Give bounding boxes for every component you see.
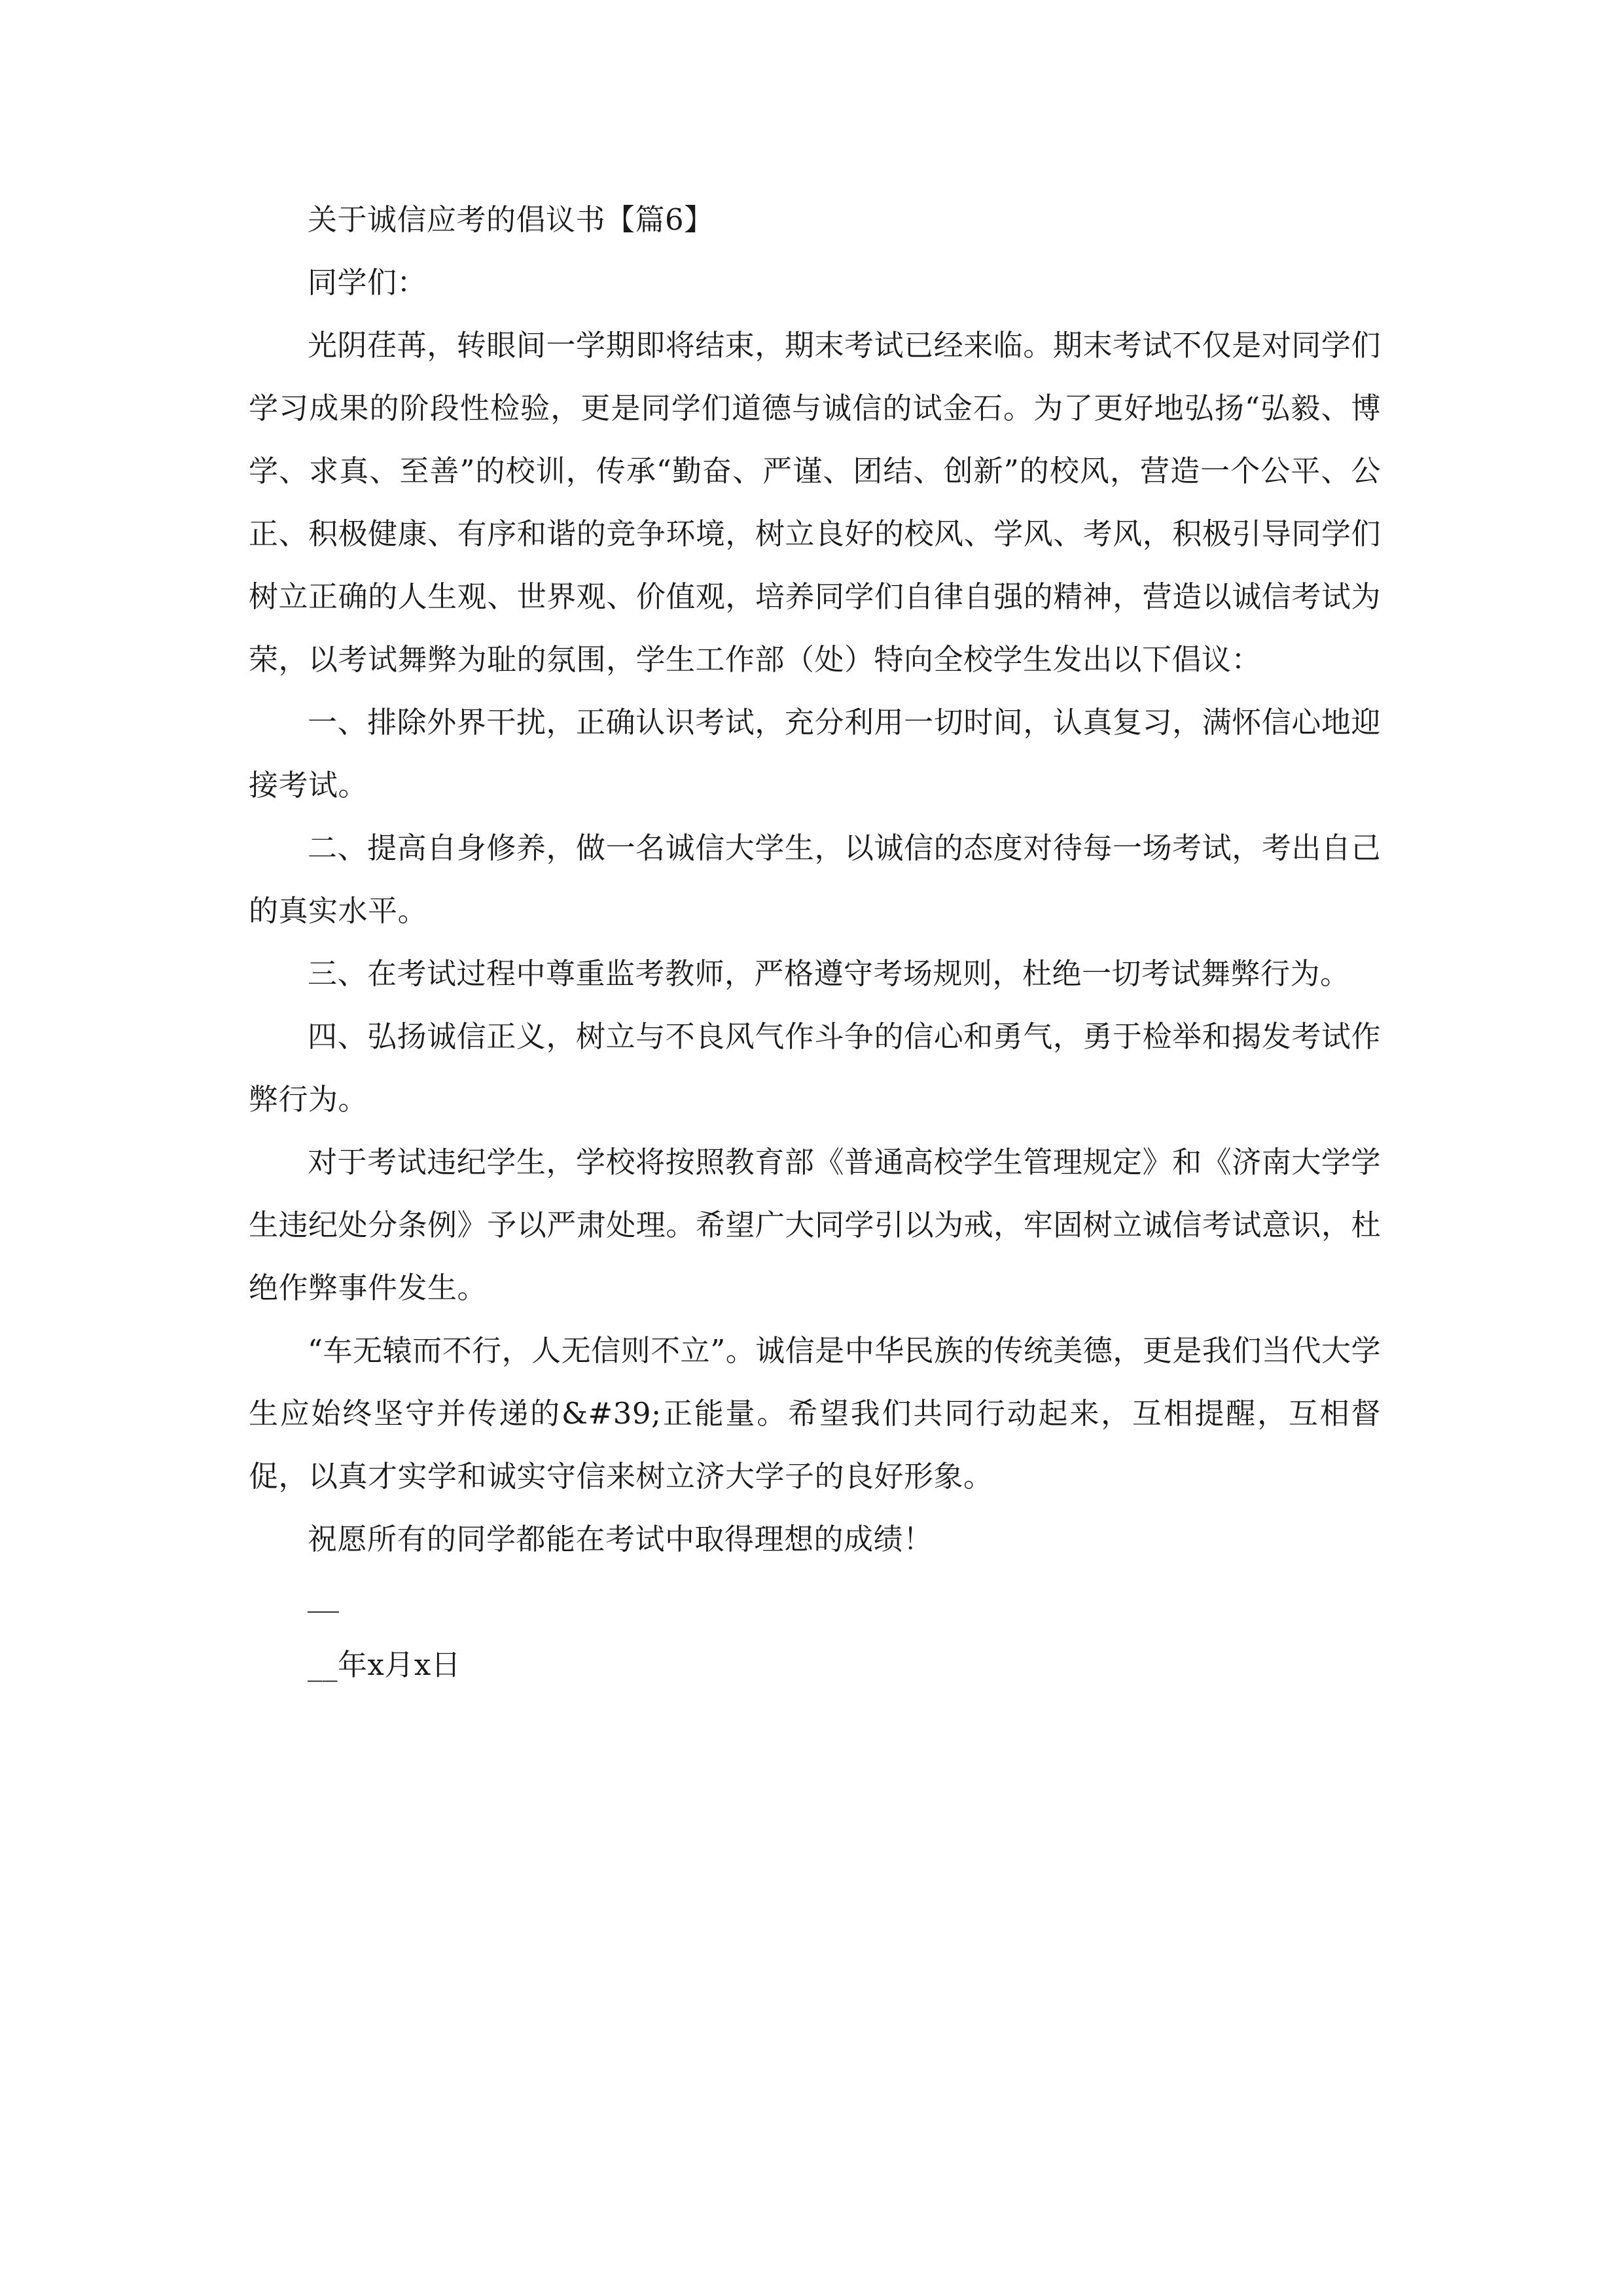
signature-dash bbox=[308, 1611, 339, 1613]
paragraph-integrity: “车无辕而不行，人无信则不立”。诚信是中华民族的传统美德，更是我们当代大学生应始终坚守并传递的&#39;正能量。希望我们共同行动起来，互相提醒，互相督促，以真才实学和诚实守信来树立济大学子的良好形象。 bbox=[249, 1333, 1381, 1494]
document-title: 关于诚信应考的倡议书【篇6】 bbox=[308, 202, 714, 237]
date-line: __年x月x日 bbox=[308, 1647, 461, 1682]
paragraph-item-3: 三、在考试过程中尊重监考教师，严格遵守考场规则，杜绝一切考试舞弊行为。 bbox=[308, 956, 1350, 991]
paragraph-wishes: 祝愿所有的同学都能在考试中取得理想的成绩！ bbox=[308, 1522, 933, 1556]
paragraph-discipline: 对于考试违纪学生，学校将按照教育部《普通高校学生管理规定》和《济南大学学生违纪处分条例》予以严肃处理。希望广大同学引以为戒，牢固树立诚信考试意识，杜绝作弊事件发生。 bbox=[249, 1145, 1381, 1305]
paragraph-item-4: 四、弘扬诚信正义，树立与不良风气作斗争的信心和勇气，勇于检举和揭发考试作弊行为。 bbox=[249, 1019, 1381, 1117]
signature-line bbox=[249, 1571, 1381, 1634]
paragraph-intro: 光阴荏苒，转眼间一学期即将结束，期末考试已经来临。期末考试不仅是对同学们学习成果的阶段性检验，更是同学们道德与诚信的试金石。为了更好地弘扬“弘毅、博学、求真、至善”的校训，传承“勤奋、严谨、团结、创新”的校风，营造一个公平、公正、积极健康、有序和谐的竞争环境，树立良好的校风、学风、考风，积极引导同学们树立正确的人生观、世界观、价值观，培养同学们自律自强的精神，营造以诚信考试为荣，以考试舞弊为耻的氛围，学生工作部（处）特向全校学生发出以下倡议： bbox=[249, 328, 1381, 677]
salutation: 同学们： bbox=[308, 265, 427, 300]
paragraph-item-2: 二、提高自身修养，做一名诚信大学生，以诚信的态度对待每一场考试，考出自己的真实水平。 bbox=[249, 831, 1381, 928]
document-body bbox=[249, 188, 1381, 1696]
paragraph-item-1: 一、排除外界干扰，正确认识考试，充分利用一切时间，认真复习，满怀信心地迎接考试。 bbox=[249, 705, 1381, 802]
